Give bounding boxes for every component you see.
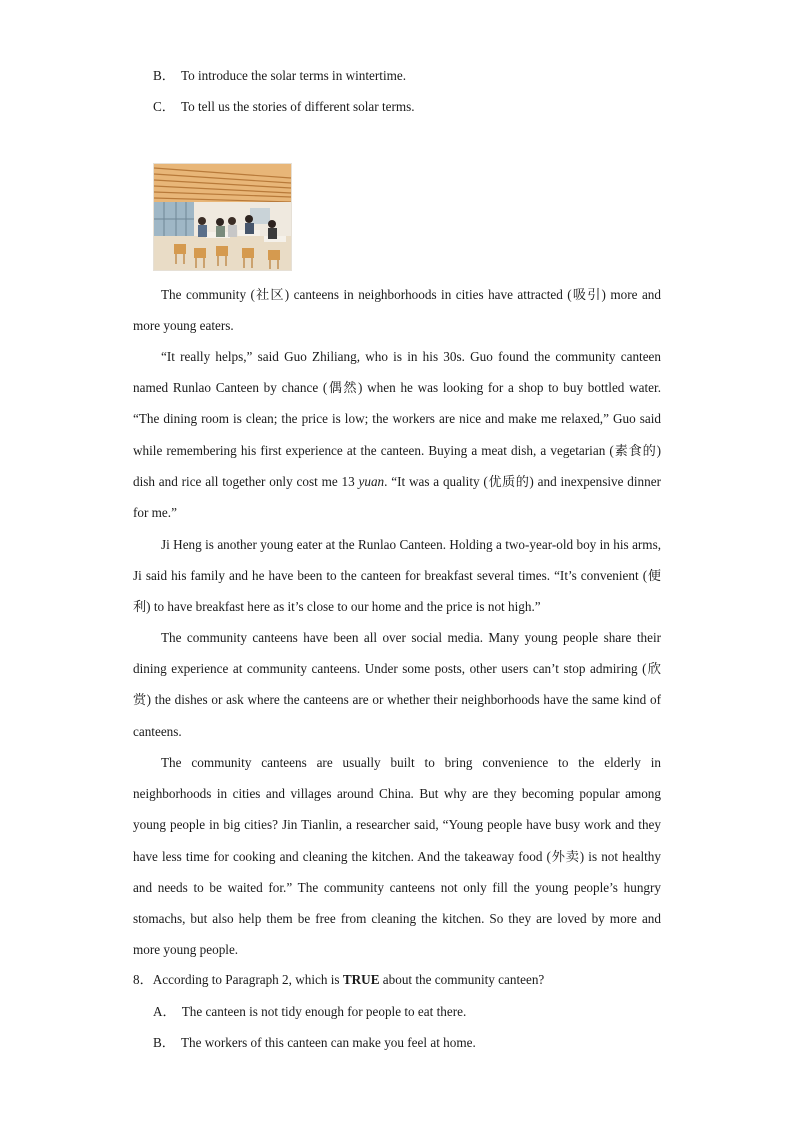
option-letter: B． bbox=[153, 68, 175, 83]
canteen-photo bbox=[153, 163, 292, 271]
passage-paragraph-3 bbox=[133, 529, 661, 623]
option-letter: A． bbox=[153, 1004, 176, 1019]
question-8-option-b bbox=[153, 1035, 476, 1051]
passage-paragraph-1 bbox=[133, 279, 661, 341]
paragraph-text: . “It was a quality (优质的) and inexpensive dinner for me.” bbox=[133, 473, 661, 521]
option-letter: C． bbox=[153, 99, 175, 114]
paragraph-text: The community (社区) canteens in neighborhoods in cities have attracted (吸引) more and more young eaters. bbox=[133, 287, 661, 334]
question-8-stem bbox=[133, 972, 544, 988]
option-text: The canteen is not tidy enough for people to eat there. bbox=[181, 1004, 467, 1019]
passage-paragraph-4 bbox=[133, 622, 661, 747]
question-keyword: TRUE bbox=[342, 972, 380, 987]
option-text: To tell us the stories of different solar terms. bbox=[180, 99, 415, 114]
question-text: about the community canteen? bbox=[379, 972, 545, 987]
currency-word: yuan bbox=[358, 473, 385, 489]
question-number: 8． bbox=[133, 972, 153, 987]
option-text: To introduce the solar terms in wintertime. bbox=[180, 68, 407, 83]
option-c bbox=[153, 99, 415, 115]
question-text: According to Paragraph 2, which is bbox=[152, 972, 343, 987]
question-8-option-a bbox=[153, 1004, 466, 1020]
paragraph-text: Ji Heng is another young eater at the Runlao Canteen. Holding a two-year-old boy in his arms, Ji said his family and he have been to the canteen for breakfast several times. “It’s convenient (便利) to have breakfast here as it’s close to our home and the price is not high.” bbox=[133, 537, 661, 615]
passage-paragraph-5 bbox=[133, 747, 661, 965]
option-text: The workers of this canteen can make you feel at home. bbox=[180, 1035, 476, 1050]
paragraph-text: The community canteens have been all over social media. Many young people share their dining experience at community canteens. Under some posts, other users can’t stop admiring (欣赏) the dishes or ask where the canteens are or whether their neighborhoods have the same kind of canteens. bbox=[133, 630, 661, 739]
passage-paragraph-2 bbox=[133, 341, 661, 528]
paragraph-text: “It really helps,” said Guo Zhiliang, who is in his 30s. Guo found the community canteen named Runlao Canteen by chance (偶然) when he was looking for a shop to buy bottled water. “The dining room is clean; the price is low; the workers are nice and make me relaxed,” Guo said while remembering his first experience at the canteen. Buying a meat dish, a vegetarian (素食的) dish and rice all together only cost me 13 bbox=[133, 349, 661, 489]
paragraph-text: The community canteens are usually built to bring convenience to the elderly in neighborhoods in cities and villages around China. But why are they becoming popular among young people in big cities? Jin Tianlin, a researcher said, “Young people have busy work and they have less time for cooking and cleaning the kitchen. And the takeaway food (外卖) is not healthy and needs to be waited for.” The community canteens not only fill the young people’s hungry stomachs, but also help them be free from cleaning the kitchen. So they are loved by more and more young people. bbox=[133, 755, 661, 958]
option-letter: B． bbox=[153, 1035, 175, 1050]
option-b bbox=[153, 68, 406, 84]
